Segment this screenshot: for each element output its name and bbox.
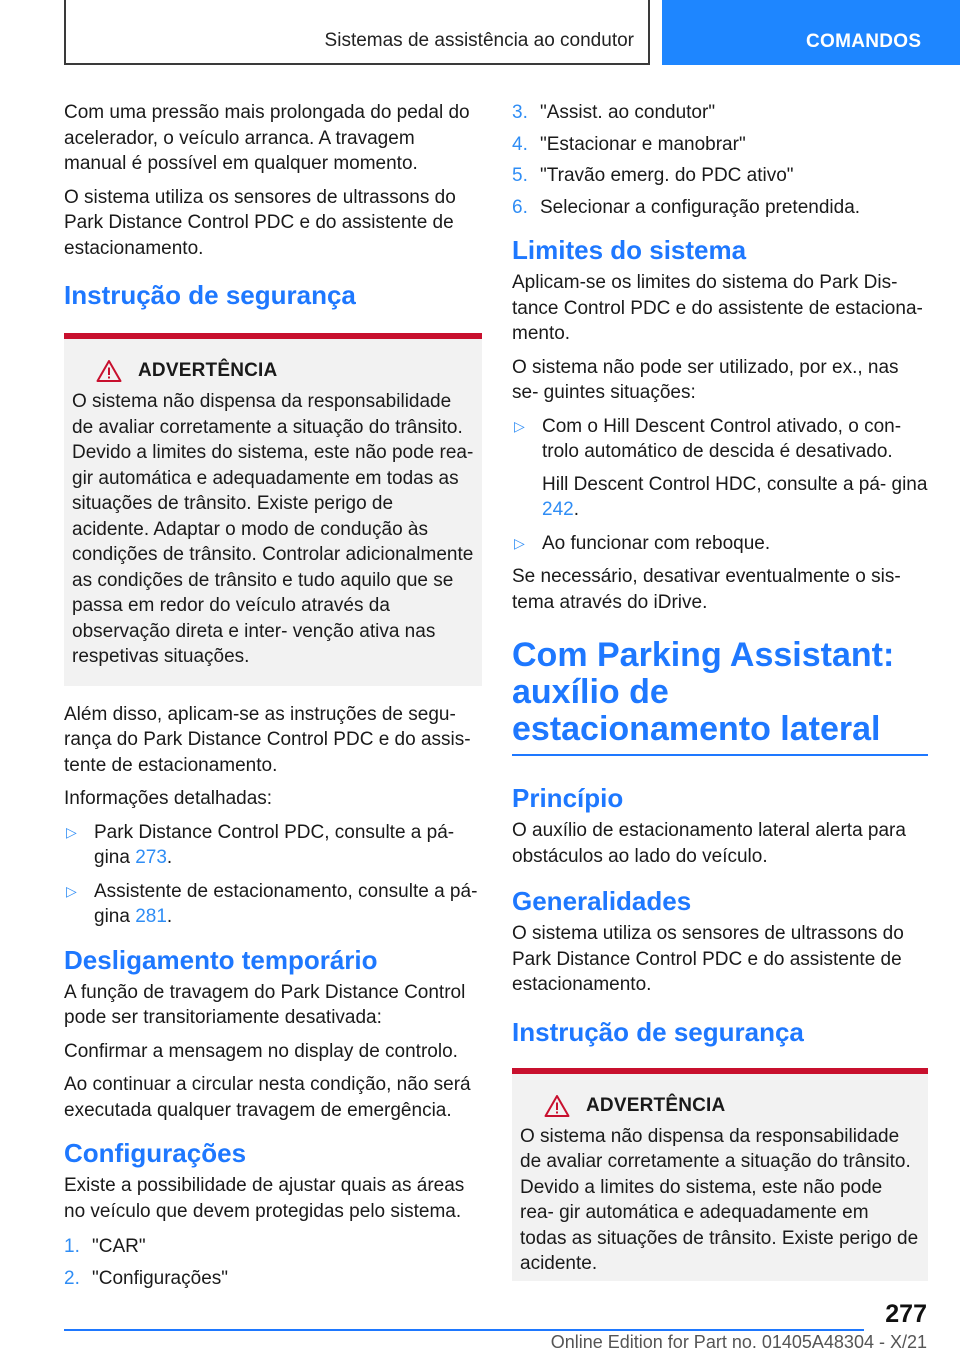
- heading-safety: Instrução de segurança: [64, 280, 356, 310]
- list-item: ▷ Ao funcionar com reboque.: [512, 531, 928, 557]
- warning-title: ADVERTÊNCIA: [586, 1094, 726, 1116]
- page-link[interactable]: 242: [542, 499, 574, 520]
- reference-list: [64, 820, 482, 930]
- triangle-bullet-icon: ▷: [514, 417, 525, 434]
- heading-main: Com Parking Assistant: auxílio de estacionamento lateral: [512, 636, 895, 748]
- paragraph: Confirmar a mensagem no display de controlo.: [64, 1040, 458, 1062]
- page-number: 277: [885, 1300, 927, 1328]
- list-item: 5. "Travão emerg. do PDC ativo": [512, 165, 794, 186]
- warning-triangle-icon: [96, 359, 122, 383]
- heading-limits: Limites do sistema: [512, 235, 747, 265]
- steps-list: [512, 100, 928, 220]
- warning-text: O sistema não dispensa da responsabilidade de avaliar corretamente a situação do trânsito. Devido a limites do sistema, este não pode rea- gir automática e adequadamente em todas as situações de trânsito. Existe perigo de acidente. Adaptar o modo de condução às condições de trânsito. Controlar adicionalmente as condições de trânsito e tudo aquilo que se passa em redor do veículo através da observação direta e inter- venção ativa nas respetivas situações.: [72, 391, 474, 667]
- heading-safety: Instrução de segurança: [512, 1016, 804, 1047]
- list-item: ▷ Assistente de estacionamento, consulte a pá- gina 281.: [66, 880, 478, 927]
- paragraph: Existe a possibilidade de ajustar quais as áreas no veículo que devem protegidas pelo sistema.: [64, 1175, 465, 1222]
- limitations-list: [512, 414, 928, 557]
- warning-text: O sistema não dispensa da responsabilidade de avaliar corretamente a situação do trânsito. Devido a limites do sistema, este não pode rea- gir automática e adequadamente em todas as situações de trânsito. Existe perigo de acidente.: [520, 1125, 919, 1274]
- warning-header: [544, 1094, 920, 1118]
- right-column: [512, 100, 928, 1281]
- heading-temporary: Desligamento temporário: [64, 944, 378, 975]
- triangle-bullet-icon: ▷: [514, 534, 525, 551]
- list-item: 2. "Configurações": [64, 1267, 229, 1289]
- running-header-chapter: [662, 0, 960, 65]
- main-heading-block: [512, 637, 928, 756]
- list-item: 1. "CAR": [64, 1236, 146, 1257]
- warning-box: [64, 333, 482, 686]
- warning-title: ADVERTÊNCIA: [138, 360, 278, 381]
- list-item: ▷ Park Distance Control PDC, consulte a pá- gina 273.: [66, 821, 455, 868]
- footer-rule: [64, 1329, 864, 1331]
- paragraph: Com uma pressão mais prolongada do pedal do acelerador, o veículo arranca. A travagem manual é possível em qualquer momento.: [64, 102, 470, 174]
- heading-general: Generalidades: [512, 886, 692, 916]
- list-item: 6. Selecionar a configuração pretendida.: [512, 196, 861, 218]
- list-item: ▷ Com o Hill Descent Control ativado, o con- trolo automático de descida é desativado. Hill Descent Control HDC, consulte a pá- gina 242.: [514, 415, 928, 520]
- heading-config: Configurações: [64, 1138, 247, 1168]
- list-item: 4. "Estacionar e manobrar": [512, 133, 746, 155]
- warning-triangle-icon: [544, 1094, 570, 1118]
- page-link[interactable]: 273: [135, 847, 167, 868]
- left-column: [64, 100, 482, 1297]
- paragraph: A função de travagem do Park Distance Control pode ser transitoriamente desativada:: [64, 981, 466, 1028]
- paragraph: O auxílio de estacionamento lateral alerta para obstáculos ao lado do veículo.: [512, 820, 906, 867]
- paragraph: O sistema utiliza os sensores de ultrassons do Park Distance Control PDC e do assistente de estacionamento.: [64, 186, 456, 259]
- paragraph: Se necessário, desativar eventualmente o sis- tema através do iDrive.: [512, 566, 901, 613]
- paragraph: O sistema não pode ser utilizado, por ex., nas se- guintes situações:: [512, 356, 899, 403]
- warning-box: [512, 1068, 928, 1281]
- triangle-bullet-icon: ▷: [66, 823, 77, 840]
- heading-principle: Princípio: [512, 783, 624, 813]
- paragraph: Informações detalhadas:: [64, 788, 273, 809]
- paragraph: Aplicam-se os limites do sistema do Park Dis- tance Control PDC e do assistente de estaciona- mento.: [512, 272, 923, 344]
- section-title: Sistemas de assistência ao condutor: [324, 30, 634, 51]
- chapter-title: COMANDOS: [806, 31, 922, 52]
- warning-header: [96, 359, 474, 383]
- footer-edition: Online Edition for Part no. 01405A48304 - X/21: [550, 1332, 927, 1352]
- running-header-section: [64, 0, 650, 65]
- page-link[interactable]: 281: [135, 906, 167, 927]
- paragraph: O sistema utiliza os sensores de ultrassons do Park Distance Control PDC e do assistente de estacionamento.: [512, 923, 904, 995]
- list-item: 3. "Assist. ao condutor": [512, 102, 716, 123]
- triangle-bullet-icon: ▷: [66, 882, 77, 899]
- paragraph: Além disso, aplicam-se as instruções de segu- rança do Park Distance Control PDC e do assis- tente de estacionamento.: [64, 703, 471, 776]
- steps-list: [64, 1234, 482, 1291]
- paragraph: Ao continuar a circular nesta condição, não será executada qualquer travagem de emergência.: [64, 1074, 471, 1121]
